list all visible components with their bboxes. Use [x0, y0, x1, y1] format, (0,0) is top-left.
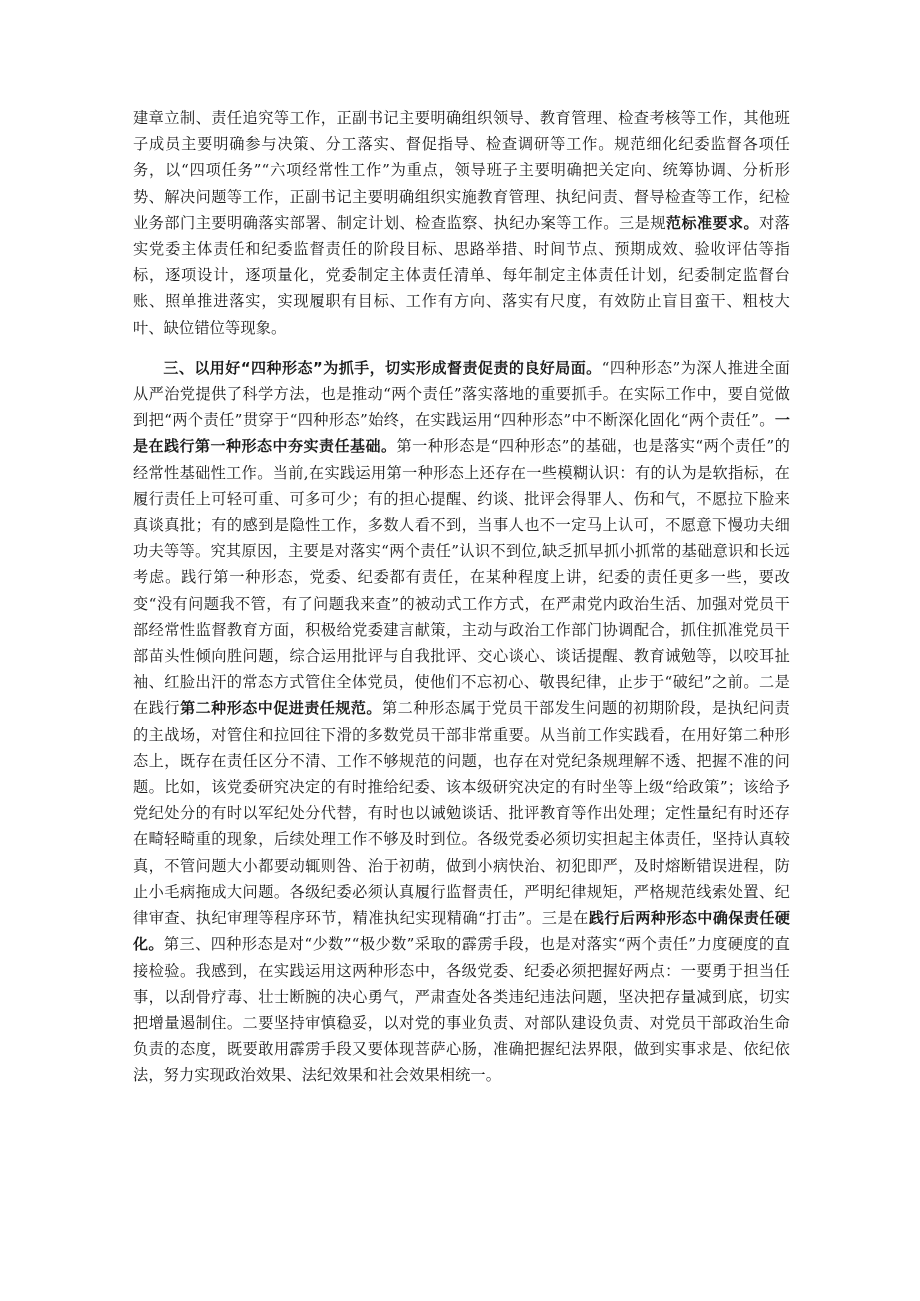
section-three-heading: 三、以用好“四种形态”为抓手，切实形成督责促责的良好局面。 [163, 358, 602, 377]
document-body [133, 105, 790, 1089]
paragraph-1-text-a: 建章立制、责任追究等工作，正副书记主要明确组织领导、教育管理、检查考核等工作，其他班子成员主要明确参与决策、分工落实、督促指导、检查调研等工作。规范细化纪委监督各项任务，以“四项任务”“六项经常性工作”为重点，领导班子主要明确把关定向、统筹协调、分析形势、解决问题等工作，正副书记主要明确组织实施教育管理、执纪问责、督导检查等工作，纪检业务部门主要明确落实部署、制定计划、检查监察、执纪办案等工作。三是规 [133, 109, 790, 232]
paragraph-2-text-b: 第一种形态是“四种形态”的基础，也是落实“两个责任”的经常性基础性工作。当前,在实践运用第一种形态上还存在一些模糊认识：有的认为是软指标，在履行责任上可轻可重、可多可少；有的担心提醒、约谈、批评会得罪人、伤和气，不愿拉下脸来真谈真批；有的感到是隐性工作，多数人看不到，当事人也不一定马上认可，不愿意下慢功夫细功夫等等。究其原因，主要是对落实“两个责任”认识不到位,缺乏抓早抓小抓常的基础意识和长远考虑。践行第一种形态，党委、纪委都有责任，在某种程度上讲，纪委的责任更多一些，要改变“没有问题我不管，有了问题我来查”的被动式工作方式，在严肃党内政治生活、加强对党员干部经常性监督教育方面，积极给党委建言献策，主动与政治工作部门协调配合，抓住抓准党员干部苗头性倾向胜问题，综合运用批评与自我批评、交心谈心、谈话提醒、教育诫勉等，以咬耳扯袖、红脸出汗的常态方式管住全体党员，使他们不忘初心、敬畏纪律，止步于“破纪”之前。二是在践行 [133, 437, 790, 718]
paragraph-1-text-b: 对落实党委主体责任和纪委监督责任的阶段目标、思路举措、时间节点、预期成效、验收评估等指标，逐项设计，逐项量化，党委制定主体责任清单、每年制定主体责任计划，纪委制定监督台账、照单推进落实，实现履职有目标、工作有方向、落实有尺度，有效防止盲目蛮干、粗枝大叶、缺位错位等现象。 [133, 213, 790, 337]
point-one-heading: 一是在践行第一种形态中夯实责任基础。 [133, 411, 790, 456]
paragraph-2-text-d: 第三、四种形态是对“少数”“极少数”采取的霹雳手段，也是对落实“两个责任”力度硬度的直接检验。我感到，在实践运用这两种形态中，各级党委、纪委必须把握好两点：一要勇于担当任事，以刮骨疗毒、壮士断腕的决心勇气，严肃查处各类违纪违法问题，坚决把存量减到底，切实把增量遏制住。二要坚持审慎稳妥，以对党的事业负责、对部队建设负责、对党员干部政治生命负责的态度，既要敢用霹雳手段又要体现菩萨心肠，准确把握纪法界限，做到实事求是、依纪依法，努力实现政治效果、法纪效果和社会效果相统一。 [133, 935, 790, 1085]
point-two-heading: 第二种形态中促进责任规范。 [180, 699, 382, 718]
paragraph-1-bold-heading: 范标准要求。 [666, 213, 759, 232]
paragraph-1 [133, 105, 790, 341]
point-three-heading: 践行后两种形态中确保责任硬化。 [133, 909, 790, 954]
paragraph-2-text-a: “四种形态”为深人推进全面从严治党提供了科学方法，也是推动“两个责任”落实落地的重要抓手。在实际工作中，要自觉做到把“两个责任”贯穿于“四种形态”始终，在实践运用“四种形态”中不断深化固化“两个责任”。 [133, 358, 790, 430]
paragraph-2 [133, 355, 790, 1089]
paragraph-2-text-c: 第二种形态属于党员干部发生问题的初期阶段，是执纪问责的主战场，对管住和拉回往下滑的多数党员干部非常重要。从当前工作实践看，在用好第二种形态上，既存在责任区分不清、工作不够规范的问题，也存在对党纪条规理解不透、把握不准的问题。比如，该党委研究决定的有时推给纪委、该本级研究决定的有时坐等上级“给政策”；该给予党纪处分的有时以军纪处分代替，有时也以诫勉谈话、批评教育等作出处理；定性量纪有时还存在畸轻畸重的现象，后续处理工作不够及时到位。各级党委必须切实担起主体责任，坚持认真较真，不管问题大小都要动辄则咎、治于初萌，做到小病快治、初犯即严，及时熔断错误进程，防止小毛病拖成大问题。各级纪委必须认真履行监督责任，严明纪律规矩，严格规范线索处置、纪律审查、执纪审理等程序环节，精准执纪实现精确“打击”。三是在 [133, 699, 791, 928]
